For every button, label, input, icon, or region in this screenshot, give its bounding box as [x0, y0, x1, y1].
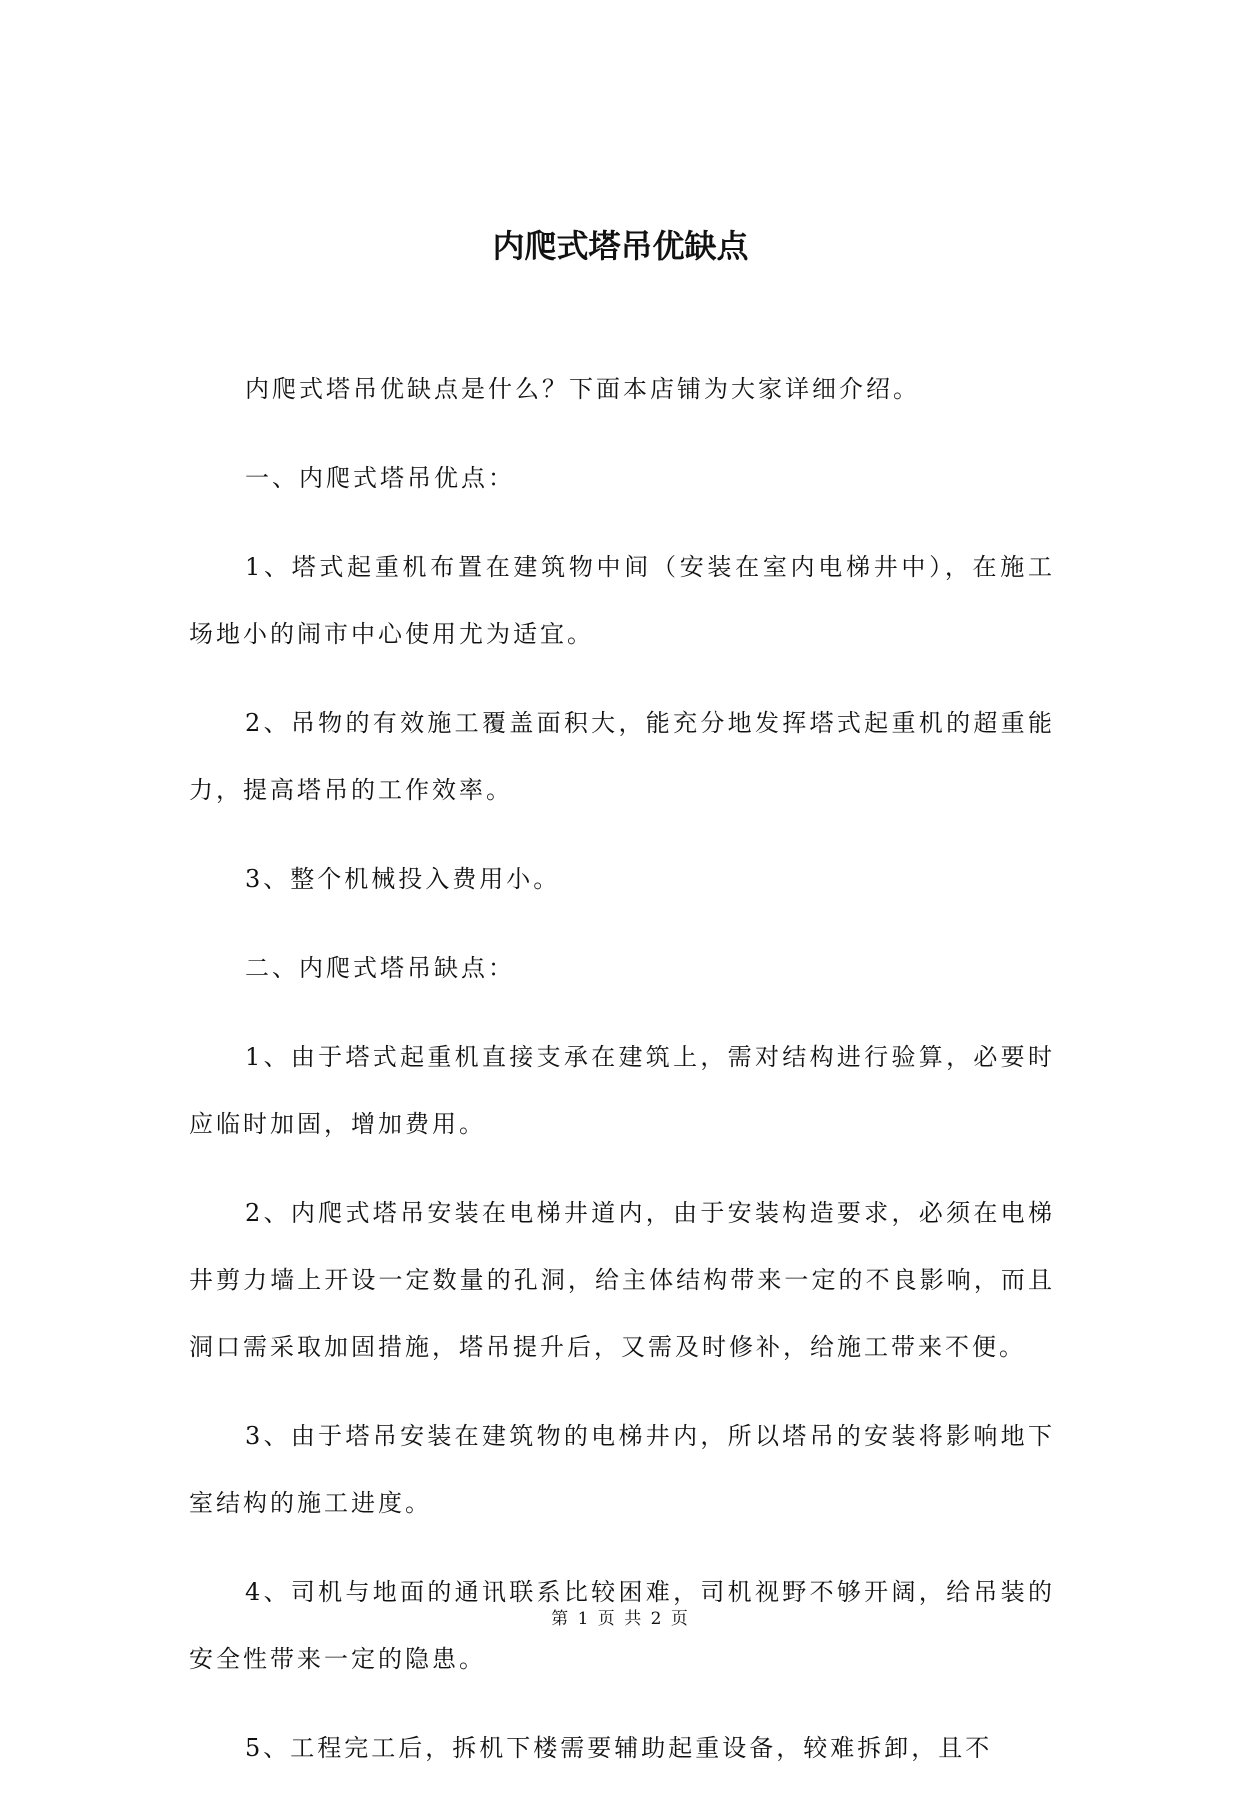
heading-disadvantages: 二、内爬式塔吊缺点： — [245, 954, 515, 982]
disadvantage-1: 1、由于塔式起重机直接支承在建筑上，需对结构进行验算，必要时应临时加固，增加费用。 — [189, 1043, 1055, 1138]
paragraph-intro: 内爬式塔吊优缺点是什么？下面本店铺为大家详细介绍。 — [245, 375, 920, 403]
heading-advantages: 一、内爬式塔吊优点： — [245, 464, 515, 492]
document-title: 内爬式塔吊优缺点 — [492, 227, 749, 265]
advantage-3: 3、整个机械投入费用小。 — [245, 865, 561, 893]
disadvantage-5: 5、工程完工后，拆机下楼需要辅助起重设备，较难拆卸，且不 — [245, 1734, 993, 1762]
document-body — [189, 356, 1055, 1804]
disadvantage-2: 2、内爬式塔吊安装在电梯井道内，由于安装构造要求，必须在电梯井剪力墙上开设一定数量的孔洞，给主体结构带来一定的不良影响，而且洞口需采取加固措施，塔吊提升后，又需及时修补，给施工带来不便。 — [189, 1199, 1055, 1361]
disadvantage-4: 4、司机与地面的通讯联系比较困难，司机视野不够开阔，给吊装的安全性带来一定的隐患。 — [189, 1578, 1055, 1673]
page-footer: 第 1 页 共 2 页 — [551, 1609, 690, 1629]
advantage-2: 2、吊物的有效施工覆盖面积大，能充分地发挥塔式起重机的超重能力，提高塔吊的工作效率。 — [189, 709, 1055, 804]
advantage-1: 1、塔式起重机布置在建筑物中间（安装在室内电梯井中），在施工场地小的闹市中心使用尤为适宜。 — [189, 553, 1055, 648]
disadvantage-3: 3、由于塔吊安装在建筑物的电梯井内，所以塔吊的安装将影响地下室结构的施工进度。 — [189, 1422, 1055, 1517]
